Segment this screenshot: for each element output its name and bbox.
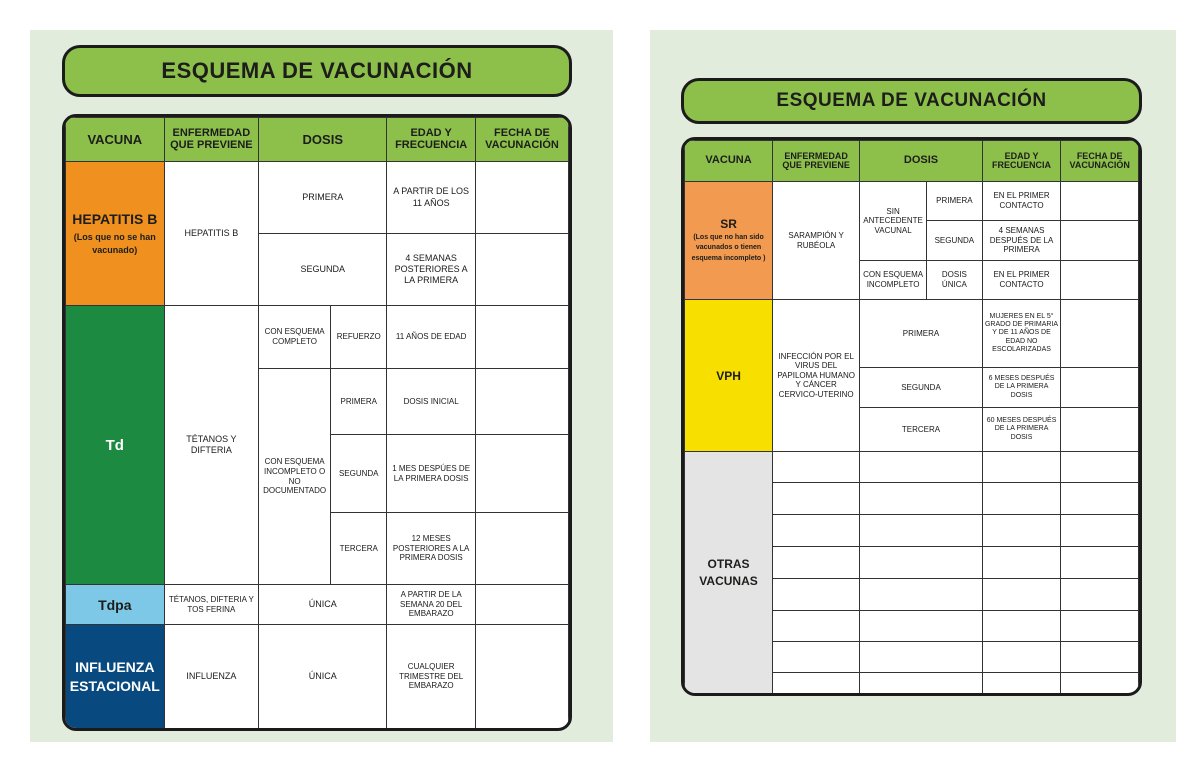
vaccine-note: (Los que no se han vacunado) bbox=[73, 232, 156, 255]
blank-cell[interactable] bbox=[982, 579, 1061, 611]
age-cell: MUJERES EN EL 5° GRADO DE PRIMARIA Y DE 11 AÑOS DE EDAD NO ESCOLARIZADAS bbox=[982, 300, 1061, 368]
dose-cell: TERCERA bbox=[860, 408, 983, 452]
header-enfermedad: ENFERMEDAD QUE PREVIENE bbox=[164, 118, 259, 162]
date-field[interactable] bbox=[1061, 547, 1139, 579]
blank-cell[interactable] bbox=[860, 673, 983, 694]
disease-cell: TÉTANOS, DIFTERIA Y TOS FERINA bbox=[164, 585, 259, 625]
blank-cell[interactable] bbox=[982, 642, 1061, 673]
header-dosis: DOSIS bbox=[860, 141, 983, 182]
header-edad: EDAD Y FRECUENCIA bbox=[982, 141, 1061, 182]
age-cell: 6 MESES DESPUÉS DE LA PRIMERA DOSIS bbox=[982, 368, 1061, 408]
vaccine-vph: VPH bbox=[685, 300, 773, 452]
age-cell: EN EL PRIMER CONTACTO bbox=[982, 261, 1061, 300]
blank-cell[interactable] bbox=[860, 483, 983, 515]
vaccine-note: (Los que no han sido vacunados o tienen esquema incompleto ) bbox=[691, 234, 766, 262]
scheme-cell: CON ESQUEMA INCOMPLETO bbox=[860, 261, 927, 300]
date-field[interactable] bbox=[1061, 408, 1139, 452]
blank-cell[interactable] bbox=[982, 611, 1061, 642]
date-field[interactable] bbox=[1061, 611, 1139, 642]
blank-cell[interactable] bbox=[773, 452, 860, 483]
disease-cell: INFECCIÓN POR EL VIRUS DEL PAPILOMA HUMANO Y CÁNCER CERVICO-UTERINO bbox=[773, 300, 860, 452]
header-vacuna: VACUNA bbox=[66, 118, 165, 162]
dose-cell: SEGUNDA bbox=[259, 234, 387, 306]
blank-cell[interactable] bbox=[982, 483, 1061, 515]
dose-cell: SEGUNDA bbox=[331, 435, 387, 513]
blank-cell[interactable] bbox=[773, 673, 860, 694]
blank-cell[interactable] bbox=[773, 547, 860, 579]
blank-cell[interactable] bbox=[982, 673, 1061, 694]
blank-cell[interactable] bbox=[982, 547, 1061, 579]
date-field[interactable] bbox=[1061, 368, 1139, 408]
dose-cell: SEGUNDA bbox=[860, 368, 983, 408]
blank-cell[interactable] bbox=[860, 515, 983, 547]
age-cell: 1 MES DESPÚES DE LA PRIMERA DOSIS bbox=[387, 435, 476, 513]
disease-cell: INFLUENZA bbox=[164, 625, 259, 729]
blank-cell[interactable] bbox=[860, 642, 983, 673]
right-table bbox=[681, 137, 1142, 696]
date-field[interactable] bbox=[475, 625, 568, 729]
header-dosis: DOSIS bbox=[259, 118, 387, 162]
date-field[interactable] bbox=[1061, 673, 1139, 694]
age-cell: 60 MESES DESPUÉS DE LA PRIMERA DOSIS bbox=[982, 408, 1061, 452]
blank-cell[interactable] bbox=[773, 579, 860, 611]
age-cell: A PARTIR DE LOS 11 AÑOS bbox=[387, 162, 476, 234]
date-field[interactable] bbox=[475, 306, 568, 369]
date-field[interactable] bbox=[475, 585, 568, 625]
date-field[interactable] bbox=[1061, 579, 1139, 611]
vaccine-name: HEPATITIS B bbox=[72, 211, 158, 228]
dose-cell: PRIMERA bbox=[926, 182, 982, 221]
disease-cell: HEPATITIS B bbox=[164, 162, 259, 306]
age-cell: 12 MESES POSTERIORES A LA PRIMERA DOSIS bbox=[387, 513, 476, 585]
date-field[interactable] bbox=[1061, 515, 1139, 547]
dose-cell: ÚNICA bbox=[259, 585, 387, 625]
header-vacuna: VACUNA bbox=[685, 141, 773, 182]
scheme-cell: CON ESQUEMA INCOMPLETO O NO DOCUMENTADO bbox=[259, 369, 331, 585]
dose-cell: PRIMERA bbox=[331, 369, 387, 435]
disease-cell: SARAMPIÓN Y RUBÉOLA bbox=[773, 182, 860, 300]
right-title: ESQUEMA DE VACUNACIÓN bbox=[681, 78, 1142, 124]
left-title: ESQUEMA DE VACUNACIÓN bbox=[62, 45, 572, 97]
date-field[interactable] bbox=[475, 369, 568, 435]
blank-cell[interactable] bbox=[860, 452, 983, 483]
blank-cell[interactable] bbox=[773, 515, 860, 547]
dose-cell: SEGUNDA bbox=[926, 221, 982, 261]
age-cell: DOSIS INICIAL bbox=[387, 369, 476, 435]
date-field[interactable] bbox=[475, 435, 568, 513]
age-cell: A PARTIR DE LA SEMANA 20 DEL EMBARAZO bbox=[387, 585, 476, 625]
header-enfermedad: ENFERMEDAD QUE PREVIENE bbox=[773, 141, 860, 182]
date-field[interactable] bbox=[475, 162, 568, 234]
age-cell: 4 SEMANAS DESPUÉS DE LA PRIMERA bbox=[982, 221, 1061, 261]
header-fecha: FECHA DE VACUNACIÓN bbox=[1061, 141, 1139, 182]
blank-cell[interactable] bbox=[773, 611, 860, 642]
date-field[interactable] bbox=[1061, 300, 1139, 368]
date-field[interactable] bbox=[1061, 452, 1139, 483]
date-field[interactable] bbox=[475, 234, 568, 306]
date-field[interactable] bbox=[1061, 221, 1139, 261]
date-field[interactable] bbox=[475, 513, 568, 585]
left-table bbox=[62, 114, 572, 731]
vaccine-hepatitis-b bbox=[66, 162, 165, 306]
vaccine-td: Td bbox=[66, 306, 165, 585]
blank-cell[interactable] bbox=[773, 642, 860, 673]
dose-cell: TERCERA bbox=[331, 513, 387, 585]
age-cell: EN EL PRIMER CONTACTO bbox=[982, 182, 1061, 221]
disease-cell: TÉTANOS Y DIFTERIA bbox=[164, 306, 259, 585]
date-field[interactable] bbox=[1061, 261, 1139, 300]
dose-cell: PRIMERA bbox=[860, 300, 983, 368]
vaccine-sr bbox=[685, 182, 773, 300]
blank-cell[interactable] bbox=[982, 452, 1061, 483]
blank-cell[interactable] bbox=[860, 547, 983, 579]
vaccine-tdpa: Tdpa bbox=[66, 585, 165, 625]
age-cell: CUALQUIER TRIMESTRE DEL EMBARAZO bbox=[387, 625, 476, 729]
dose-cell: DOSIS ÚNICA bbox=[926, 261, 982, 300]
vaccine-influenza: INFLUENZA ESTACIONAL bbox=[66, 625, 165, 729]
blank-cell[interactable] bbox=[860, 579, 983, 611]
scheme-cell: CON ESQUEMA COMPLETO bbox=[259, 306, 331, 369]
date-field[interactable] bbox=[1061, 483, 1139, 515]
blank-cell[interactable] bbox=[860, 611, 983, 642]
date-field[interactable] bbox=[1061, 182, 1139, 221]
blank-cell[interactable] bbox=[773, 483, 860, 515]
date-field[interactable] bbox=[1061, 642, 1139, 673]
header-fecha: FECHA DE VACUNACIÓN bbox=[475, 118, 568, 162]
dose-cell: ÚNICA bbox=[259, 625, 387, 729]
header-edad: EDAD Y FRECUENCIA bbox=[387, 118, 476, 162]
vaccine-name: SR bbox=[720, 217, 737, 232]
dose-cell: REFUERZO bbox=[331, 306, 387, 369]
age-cell: 4 SEMANAS POSTERIORES A LA PRIMERA bbox=[387, 234, 476, 306]
age-cell: 11 AÑOS DE EDAD bbox=[387, 306, 476, 369]
vaccine-otras: OTRAS VACUNAS bbox=[685, 452, 773, 694]
scheme-cell: SIN ANTECEDENTE VACUNAL bbox=[860, 182, 927, 261]
blank-cell[interactable] bbox=[982, 515, 1061, 547]
dose-cell: PRIMERA bbox=[259, 162, 387, 234]
